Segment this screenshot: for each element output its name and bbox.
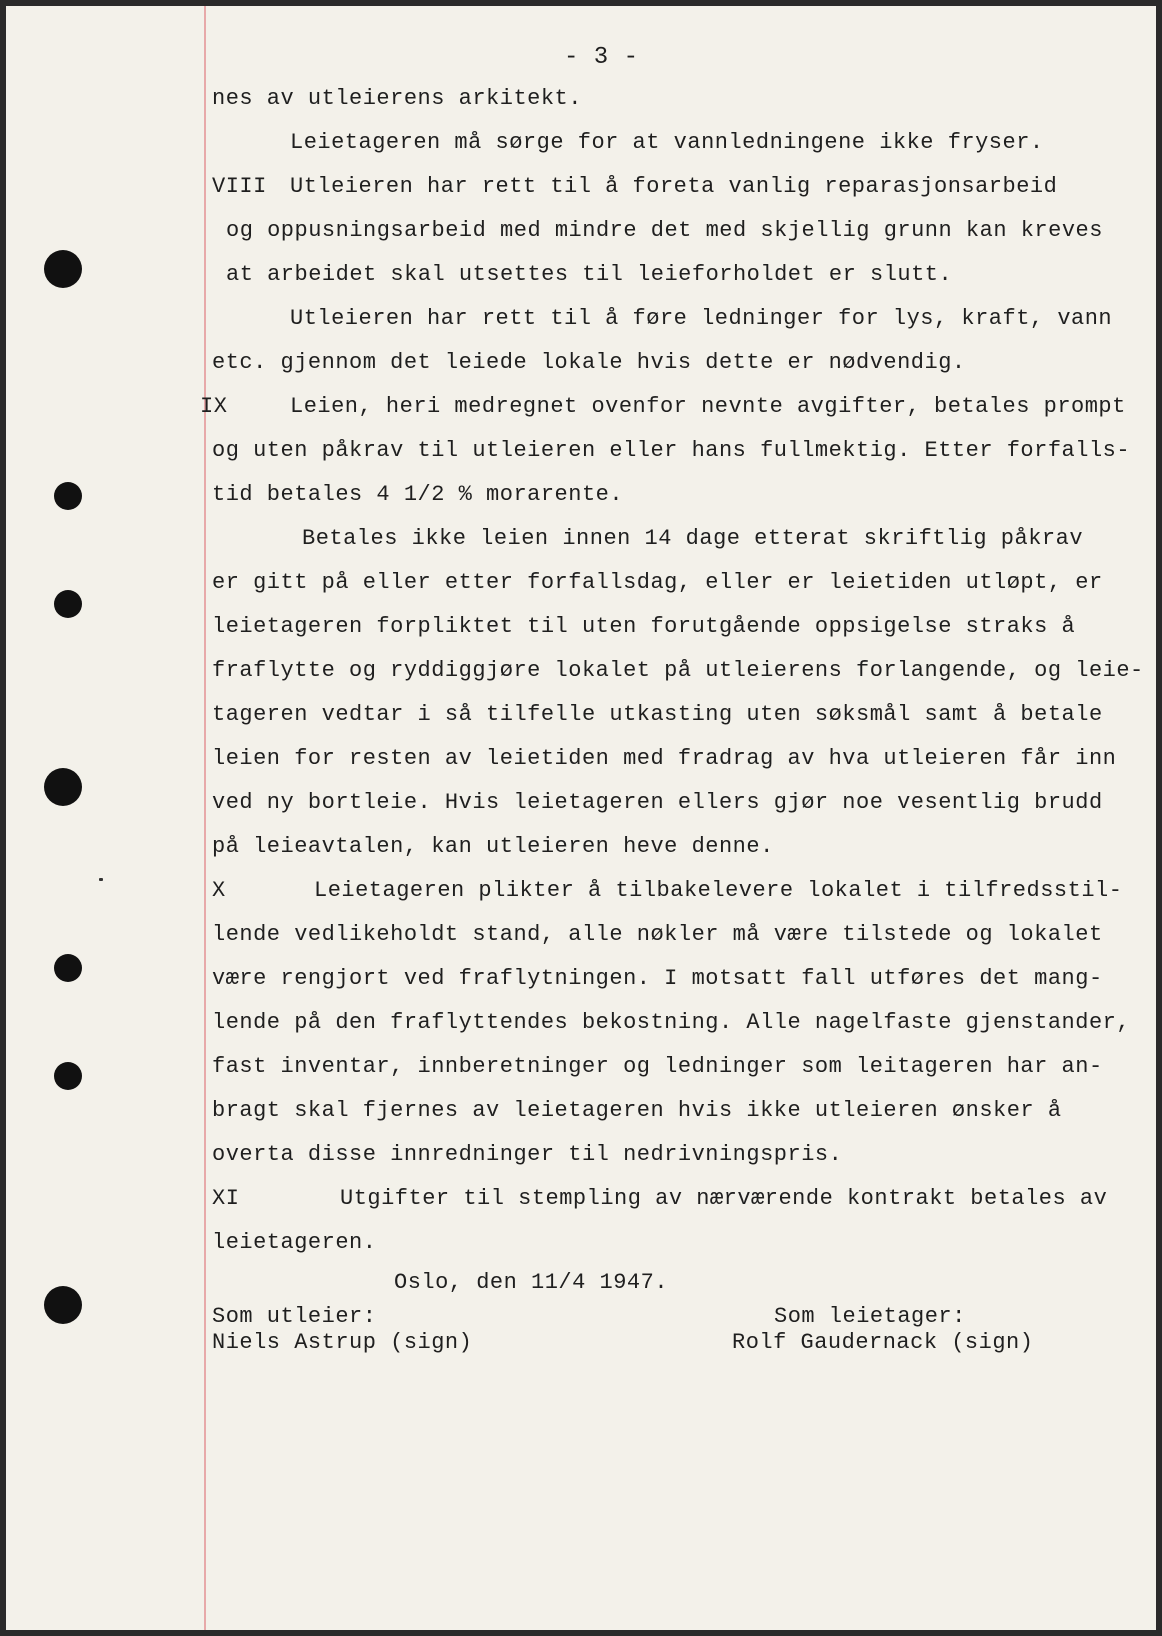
text-line: etc. gjennom det leiede lokale hvis dette er nødvendig.	[212, 350, 966, 375]
text-line: tid betales 4 1/2 % morarente.	[212, 482, 624, 507]
text-line: Utgifter til stempling av nærværende kontrakt betales av	[340, 1186, 1108, 1211]
document-page	[6, 6, 1156, 1630]
text-line: ved ny bortleie. Hvis leietageren ellers gjør noe vesentlig brudd	[212, 790, 1103, 815]
text-line: overta disse innredninger til nedrivningspris.	[212, 1142, 843, 1167]
signature-left-name: Niels Astrup (sign)	[212, 1330, 473, 1355]
text-line: leietageren.	[212, 1230, 377, 1255]
text-line: leien for resten av leietiden med fradrag av hva utleieren får inn	[212, 746, 1117, 771]
section-number: XI	[212, 1186, 240, 1211]
text-line: fraflytte og ryddiggjøre lokalet på utleierens forlangende, og leie-	[212, 658, 1144, 683]
signature-right-name: Rolf Gaudernack (sign)	[732, 1330, 1034, 1355]
text-line: og oppusningsarbeid med mindre det med skjellig grunn kan kreves	[226, 218, 1103, 243]
text-line: at arbeidet skal utsettes til leieforholdet er slutt.	[226, 262, 953, 287]
text-line: Leien, heri medregnet ovenfor nevnte avgifter, betales prompt	[290, 394, 1126, 419]
section-number: VIII	[212, 174, 267, 199]
text-line: og uten påkrav til utleieren eller hans fullmektig. Etter forfalls-	[212, 438, 1131, 463]
text-line: leietageren forpliktet til uten forutgående oppsigelse straks å	[212, 614, 1076, 639]
text-line: nes av utleierens arkitekt.	[212, 86, 582, 111]
text-line: tageren vedtar i så tilfelle utkasting uten søksmål samt å betale	[212, 702, 1103, 727]
date-line: Oslo, den 11/4 1947.	[394, 1270, 669, 1295]
text-line: lende på den fraflyttendes bekostning. Alle nagelfaste gjenstander,	[212, 1010, 1131, 1035]
text-line: Utleieren har rett til å foreta vanlig reparasjonsarbeid	[290, 174, 1058, 199]
page-number: - 3 -	[564, 44, 639, 71]
section-number: X	[212, 878, 226, 903]
text-line: Utleieren har rett til å føre ledninger for lys, kraft, vann	[290, 306, 1113, 331]
signature-left-role: Som utleier:	[212, 1304, 377, 1329]
signature-right-role: Som leietager:	[774, 1304, 966, 1329]
typed-text	[6, 6, 1156, 1630]
text-line: Leietageren må sørge for at vannledningene ikke fryser.	[290, 130, 1044, 155]
text-line: Leietageren plikter å tilbakelevere lokalet i tilfredsstil-	[314, 878, 1123, 903]
text-line: er gitt på eller etter forfallsdag, eller er leietiden utløpt, er	[212, 570, 1103, 595]
text-line: Betales ikke leien innen 14 dage etterat skriftlig påkrav	[302, 526, 1084, 551]
section-number: IX	[200, 394, 228, 419]
text-line: være rengjort ved fraflytningen. I motsatt fall utføres det mang-	[212, 966, 1103, 991]
text-line: fast inventar, innberetninger og ledninger som leitageren har an-	[212, 1054, 1103, 1079]
text-line: på leieavtalen, kan utleieren heve denne.	[212, 834, 774, 859]
text-line: bragt skal fjernes av leietageren hvis ikke utleieren ønsker å	[212, 1098, 1062, 1123]
text-line: lende vedlikeholdt stand, alle nøkler må være tilstede og lokalet	[212, 922, 1103, 947]
